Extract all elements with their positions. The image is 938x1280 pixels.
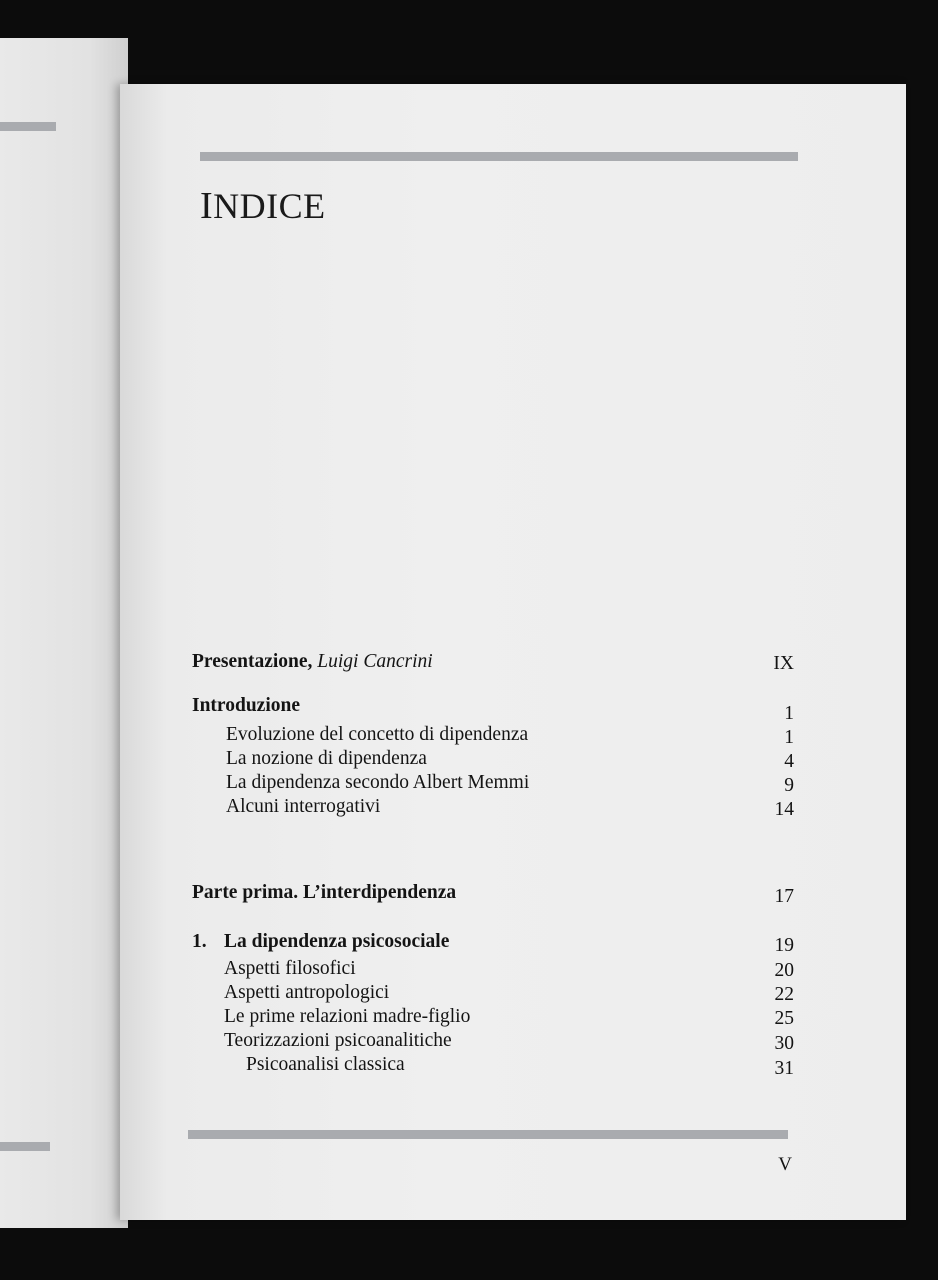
toc-entry: Alcuni interrogativi — [226, 796, 381, 817]
toc-page-number: 25 — [774, 1008, 794, 1029]
left-page — [0, 38, 128, 1228]
toc-page-number: 31 — [774, 1058, 794, 1079]
left-page-top-rule — [0, 122, 56, 131]
toc-entry: Psicoanalisi classica — [246, 1054, 405, 1075]
toc-entry: Aspetti antropologici — [224, 982, 390, 1003]
toc-entry-parte-prima: Parte prima. L’interdipendenza — [192, 882, 457, 903]
toc-entry-author: Luigi Cancrini — [317, 651, 433, 672]
toc-page-number: 22 — [774, 984, 794, 1005]
page-folio: V — [778, 1154, 792, 1175]
toc-page-number: 1 — [784, 727, 794, 748]
toc-page-number: 4 — [784, 751, 794, 772]
toc-page-number: 30 — [774, 1033, 794, 1054]
toc-entry-chapter-1: La dipendenza psicosociale — [224, 931, 450, 952]
page-title: INDICE — [200, 185, 326, 227]
toc-entry: La nozione di dipendenza — [226, 748, 427, 769]
toc-entry: Aspetti filosofici — [224, 958, 356, 979]
table-of-contents — [120, 84, 906, 1220]
toc-page-number: 1 — [784, 703, 794, 724]
toc-entry: Le prime relazioni madre-figlio — [224, 1006, 471, 1027]
toc-page-number: 17 — [774, 886, 794, 907]
toc-entry-presentazione — [192, 652, 433, 672]
toc-entry-introduzione: Introduzione — [192, 695, 300, 716]
toc-chapter-number: 1. — [192, 931, 207, 952]
toc-entry: Evoluzione del concetto di dipendenza — [226, 724, 529, 745]
toc-entry: La dipendenza secondo Albert Memmi — [226, 772, 530, 793]
toc-page-number: 14 — [774, 799, 794, 820]
bottom-rule — [188, 1130, 788, 1139]
toc-page-number: 19 — [774, 935, 794, 956]
toc-page-number: 20 — [774, 960, 794, 981]
toc-entry: Teorizzazioni psicoanalitiche — [224, 1030, 452, 1051]
toc-page-number: IX — [773, 653, 794, 674]
toc-page-number: 9 — [784, 775, 794, 796]
right-page — [120, 84, 906, 1220]
toc-entry-title: Presentazione, — [192, 651, 313, 672]
left-page-bottom-rule — [0, 1142, 50, 1151]
